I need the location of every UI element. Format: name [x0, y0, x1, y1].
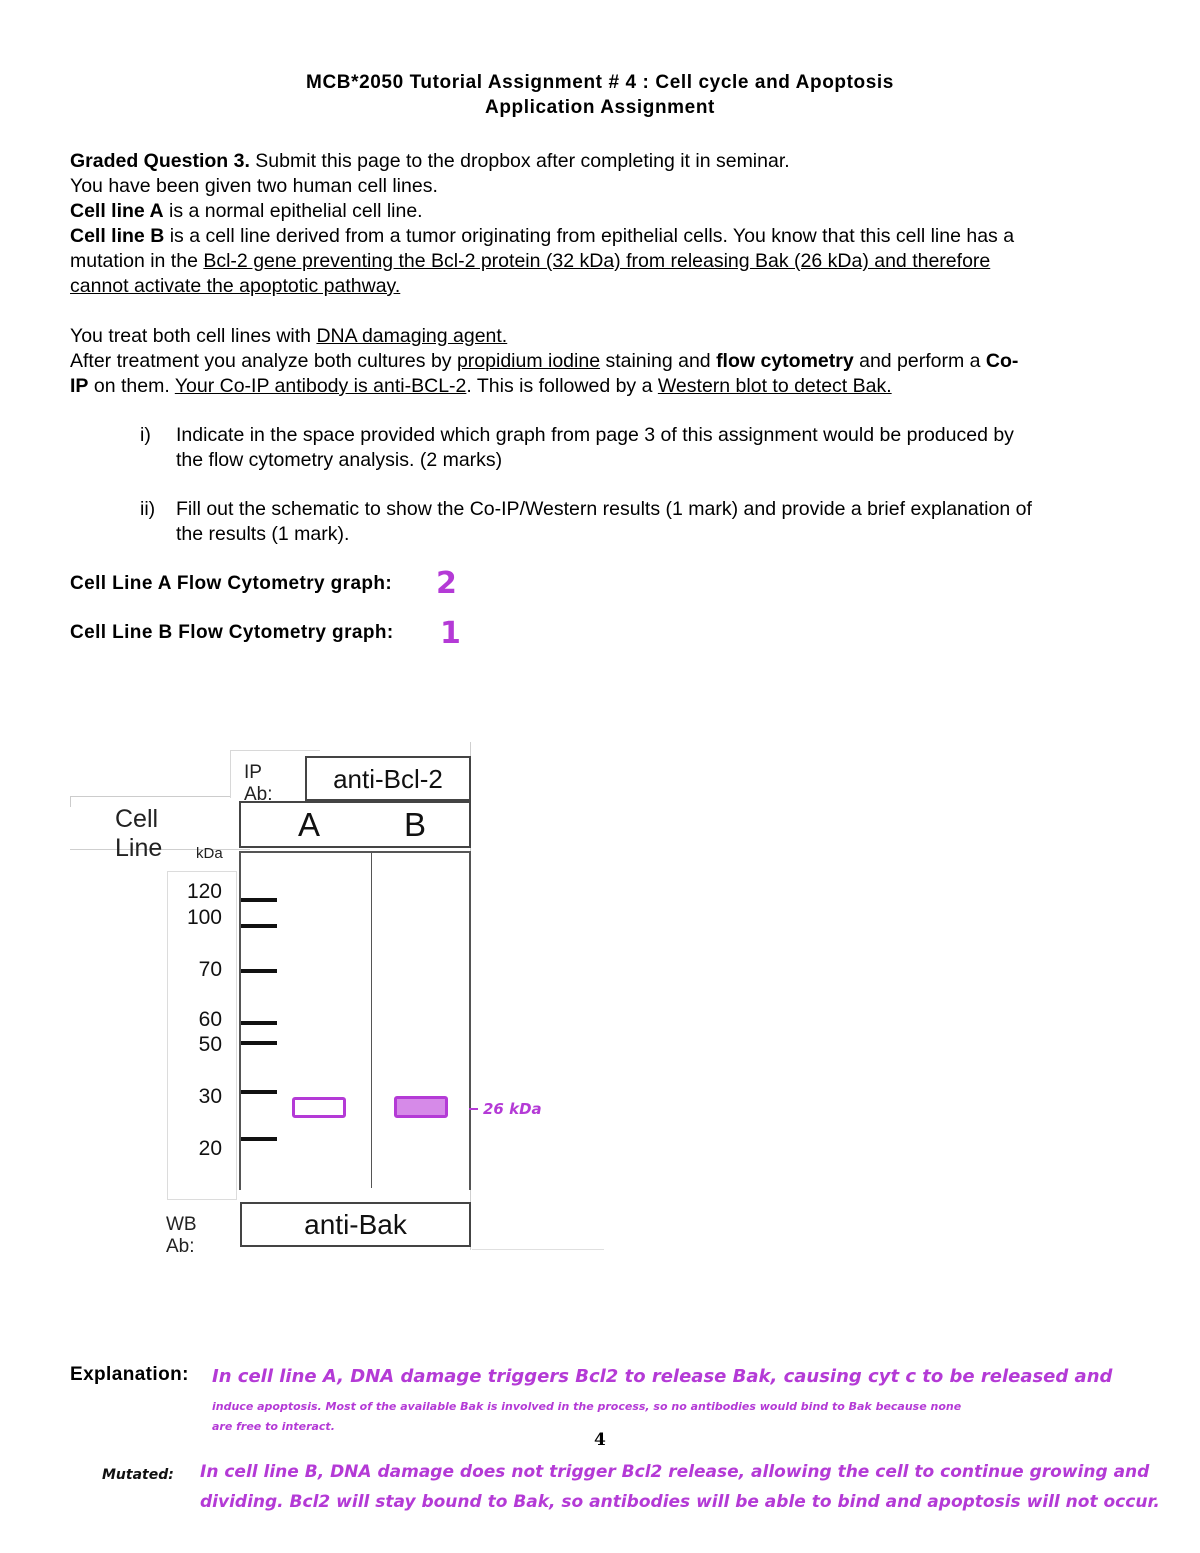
frame-line — [80, 796, 230, 797]
question-1-line-2: the flow cytometry analysis. (2 marks) — [176, 449, 503, 471]
marker-band-50 — [241, 1041, 277, 1045]
question-2-line-1: Fill out the schematic to show the Co-IP/Western results (1 mark) and provide a brief explanation of — [176, 498, 1032, 520]
graded-label: Graded Question 3. — [70, 150, 250, 172]
flow-cytometry-term: flow cytometry — [716, 350, 854, 372]
explanation-a-line-1: In cell line A, DNA damage triggers Bcl2 to release Bak, causing cyt c to be released and — [212, 1366, 1113, 1387]
analysis-prefix: After treatment you analyze both cultures by — [70, 350, 457, 372]
analysis-on: on them. — [88, 375, 175, 397]
cell-line-a-desc — [70, 199, 423, 224]
marker-label-100: 100 — [186, 906, 222, 929]
frame-line — [472, 1249, 604, 1250]
cell-line-b-desc — [70, 224, 1014, 249]
cell-line-b-label: Cell line B — [70, 225, 165, 247]
explanation-label: Explanation: — [70, 1364, 189, 1385]
marker-label-30: 30 — [198, 1085, 222, 1108]
explanation-a-line-3: are free to interact. — [212, 1420, 335, 1433]
graded-text: Submit this page to the dropbox after completing it in seminar. — [249, 150, 790, 172]
cell-line-label: Cell Line — [115, 805, 163, 862]
marker-band-100 — [241, 924, 277, 928]
ip-ab-value: anti-Bcl-2 — [305, 756, 471, 801]
marker-band-60 — [241, 1021, 277, 1025]
cell-line-b-graph-label: Cell Line B Flow Cytometry graph: — [70, 622, 394, 643]
marker-band-70 — [241, 969, 277, 973]
treatment-line — [70, 324, 507, 349]
graded-question-line — [70, 149, 790, 174]
explanation-a-line-2: induce apoptosis. Most of the available Bak is involved in the process, so no antibodies would bind to Bak because none — [212, 1400, 962, 1413]
cell-line-a-graph-answer: 2 — [436, 566, 457, 601]
cell-line-a-graph-label: Cell Line A Flow Cytometry graph: — [70, 573, 393, 594]
band-size-note: 26 kDa — [483, 1100, 542, 1118]
mutated-label: Mutated: — [102, 1467, 174, 1483]
marker-label-50: 50 — [198, 1033, 222, 1056]
frame-line — [230, 750, 320, 751]
co-ip-term-2: IP — [70, 375, 89, 397]
analysis-mid: staining and — [600, 350, 717, 372]
lane-a-label: A — [298, 806, 321, 843]
lane-header-box — [239, 801, 471, 848]
frame-line — [70, 796, 81, 807]
marker-band-20 — [241, 1137, 277, 1141]
question-2-number: ii) — [140, 498, 156, 520]
analysis-line-2 — [70, 374, 892, 399]
page-subtitle: Application Assignment — [485, 97, 715, 118]
analysis-follow: . This is followed by a — [466, 375, 658, 397]
mutation-underlined-2: cannot activate the apoptotic pathway. — [70, 275, 401, 297]
kda-unit-label: kDa — [196, 845, 223, 862]
question-1-number: i) — [140, 424, 151, 446]
mutation-line — [70, 249, 990, 274]
lane-b-label: B — [404, 806, 427, 843]
ip-ab-label: IP Ab: — [244, 762, 273, 805]
marker-label-60: 60 — [198, 1008, 222, 1031]
explanation-b-line-1: In cell line B, DNA damage does not trigger Bcl2 release, allowing the cell to continue growing and — [200, 1462, 1150, 1482]
intro-line-2: You have been given two human cell lines. — [70, 175, 438, 197]
western-blot-term: Western blot to detect Bak. — [657, 375, 892, 397]
wb-ab-value: anti-Bak — [240, 1202, 471, 1247]
marker-band-120 — [241, 898, 277, 902]
question-2-line-2: the results (1 mark). — [176, 523, 350, 545]
lane-b-band — [394, 1096, 448, 1118]
marker-label-70: 70 — [198, 958, 222, 981]
mutation-prefix: mutation in the — [70, 250, 204, 272]
marker-label-120: 120 — [186, 880, 222, 903]
cell-line-b-text: is a cell line derived from a tumor originating from epithelial cells. You know that this cell line has a — [164, 225, 1015, 247]
treatment-agent: DNA damaging agent. — [316, 325, 508, 347]
lane-a-band — [292, 1097, 346, 1118]
cell-line-b-graph-answer: 1 — [440, 616, 461, 651]
co-ip-term-1: Co- — [985, 350, 1019, 372]
cell-line-a-text: is a normal epithelial cell line. — [163, 200, 423, 222]
band-pointer — [469, 1108, 478, 1110]
analysis-mid-2: and perform a — [853, 350, 986, 372]
treatment-prefix: You treat both cell lines with — [70, 325, 317, 347]
analysis-line — [70, 349, 1018, 374]
co-ip-antibody: Your Co-IP antibody is anti-BCL-2 — [174, 375, 467, 397]
wb-ab-label: WB Ab: — [166, 1214, 197, 1257]
cell-line-a-label: Cell line A — [70, 200, 164, 222]
page-number: 4 — [594, 1430, 606, 1450]
marker-label-20: 20 — [198, 1137, 222, 1160]
question-1-line-1: Indicate in the space provided which graph from page 3 of this assignment would be produced by — [176, 424, 1014, 446]
marker-band-30 — [241, 1090, 277, 1094]
explanation-b-line-2: dividing. Bcl2 will stay bound to Bak, so antibodies will be able to bind and apoptosis will not occur. — [200, 1492, 1160, 1512]
mutation-line-2 — [70, 274, 400, 299]
mutation-underlined-1: Bcl-2 gene preventing the Bcl-2 protein (32 kDa) from releasing Bak (26 kDa) and therefore — [203, 250, 991, 272]
propidium-iodine: propidium iodine — [456, 350, 601, 372]
lane-divider — [371, 852, 372, 1188]
page-title: MCB*2050 Tutorial Assignment # 4 : Cell cycle and Apoptosis — [306, 72, 894, 93]
frame-line — [230, 750, 231, 798]
